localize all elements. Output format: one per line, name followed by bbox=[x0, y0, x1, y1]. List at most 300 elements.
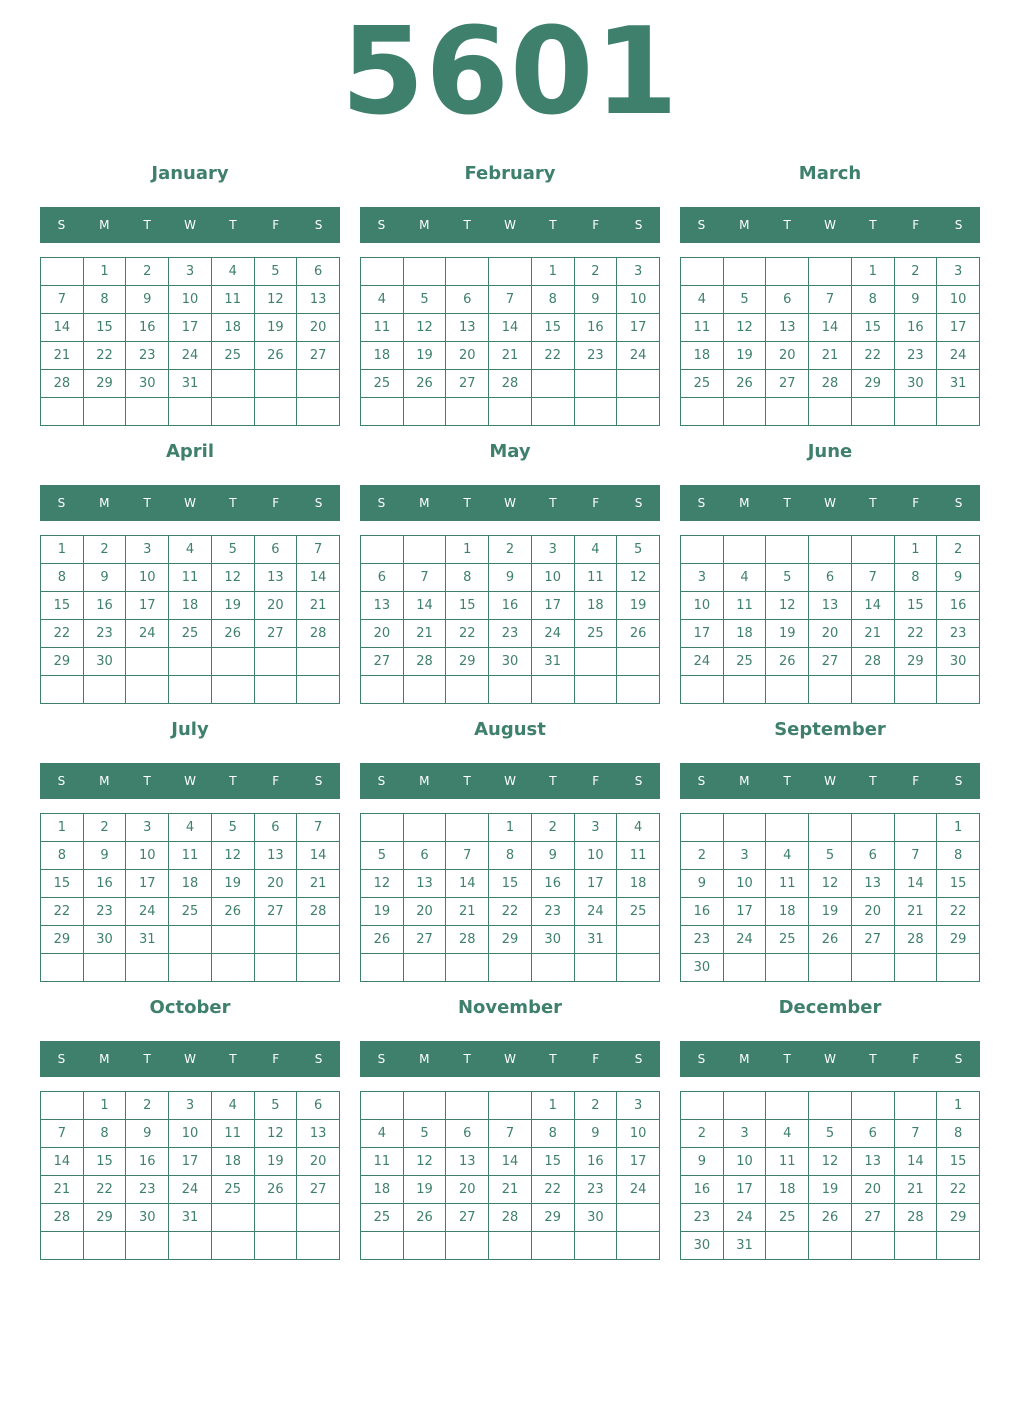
day-cell: 3 bbox=[126, 814, 169, 842]
empty-day-cell bbox=[361, 676, 404, 704]
day-cell: 14 bbox=[852, 592, 895, 620]
day-cell: 7 bbox=[297, 814, 340, 842]
weekday-label: S bbox=[57, 1052, 66, 1066]
day-cell: 6 bbox=[297, 258, 340, 286]
day-cell: 21 bbox=[809, 342, 852, 370]
day-cell: 1 bbox=[41, 814, 84, 842]
day-cell: 26 bbox=[212, 898, 255, 926]
day-cell: 9 bbox=[575, 1120, 618, 1148]
day-cell: 23 bbox=[681, 1204, 724, 1232]
day-cell: 14 bbox=[489, 314, 532, 342]
day-cell: 16 bbox=[489, 592, 532, 620]
day-cell: 18 bbox=[617, 870, 660, 898]
day-cell: 18 bbox=[724, 620, 767, 648]
day-cell: 11 bbox=[169, 842, 212, 870]
day-cell: 4 bbox=[575, 536, 618, 564]
month-name: September bbox=[774, 719, 886, 740]
empty-day-cell bbox=[895, 1232, 938, 1260]
empty-day-cell bbox=[41, 258, 84, 286]
day-cell: 29 bbox=[937, 926, 980, 954]
weekday-header bbox=[360, 207, 660, 243]
day-cell: 18 bbox=[212, 314, 255, 342]
day-cell: 22 bbox=[532, 342, 575, 370]
empty-day-cell bbox=[575, 676, 618, 704]
day-cell: 3 bbox=[724, 842, 767, 870]
day-grid bbox=[680, 257, 980, 426]
month-may bbox=[360, 438, 660, 704]
empty-day-cell bbox=[297, 648, 340, 676]
weekday-header bbox=[680, 207, 980, 243]
day-cell: 13 bbox=[361, 592, 404, 620]
day-cell: 18 bbox=[681, 342, 724, 370]
day-cell: 21 bbox=[446, 898, 489, 926]
day-cell: 13 bbox=[255, 842, 298, 870]
weekday-label: S bbox=[57, 774, 66, 788]
weekday-label: F bbox=[592, 774, 600, 788]
day-cell: 25 bbox=[766, 1204, 809, 1232]
day-cell: 18 bbox=[169, 870, 212, 898]
day-cell: 4 bbox=[681, 286, 724, 314]
empty-day-cell bbox=[361, 1232, 404, 1260]
day-cell: 15 bbox=[84, 1148, 127, 1176]
weekday-label: S bbox=[954, 774, 963, 788]
day-cell: 2 bbox=[575, 258, 618, 286]
empty-day-cell bbox=[681, 814, 724, 842]
day-cell: 28 bbox=[41, 370, 84, 398]
day-cell: 20 bbox=[255, 870, 298, 898]
day-cell: 12 bbox=[255, 286, 298, 314]
empty-day-cell bbox=[212, 648, 255, 676]
day-cell: 19 bbox=[255, 314, 298, 342]
day-cell: 31 bbox=[532, 648, 575, 676]
day-cell: 9 bbox=[681, 870, 724, 898]
day-cell: 1 bbox=[937, 1092, 980, 1120]
day-cell: 21 bbox=[489, 342, 532, 370]
day-cell: 30 bbox=[895, 370, 938, 398]
day-cell: 27 bbox=[446, 370, 489, 398]
day-cell: 27 bbox=[852, 926, 895, 954]
empty-day-cell bbox=[404, 954, 447, 982]
day-cell: 9 bbox=[84, 564, 127, 592]
empty-day-cell bbox=[766, 814, 809, 842]
day-cell: 23 bbox=[84, 620, 127, 648]
day-cell: 25 bbox=[169, 620, 212, 648]
day-cell: 12 bbox=[724, 314, 767, 342]
weekday-label: M bbox=[419, 774, 430, 788]
empty-day-cell bbox=[297, 398, 340, 426]
day-cell: 28 bbox=[489, 370, 532, 398]
day-cell: 29 bbox=[532, 1204, 575, 1232]
day-cell: 25 bbox=[361, 370, 404, 398]
day-cell: 14 bbox=[895, 870, 938, 898]
day-cell: 10 bbox=[617, 1120, 660, 1148]
empty-day-cell bbox=[361, 258, 404, 286]
day-cell: 21 bbox=[404, 620, 447, 648]
day-cell: 14 bbox=[297, 842, 340, 870]
month-name: April bbox=[165, 441, 215, 462]
day-cell: 14 bbox=[41, 314, 84, 342]
empty-day-cell bbox=[681, 398, 724, 426]
empty-day-cell bbox=[766, 954, 809, 982]
weekday-label: M bbox=[739, 496, 750, 510]
empty-day-cell bbox=[766, 1092, 809, 1120]
month-april bbox=[40, 438, 340, 704]
day-cell: 23 bbox=[575, 1176, 618, 1204]
day-cell: 10 bbox=[169, 286, 212, 314]
month-name: March bbox=[798, 163, 862, 184]
empty-day-cell bbox=[617, 954, 660, 982]
empty-day-cell bbox=[617, 1232, 660, 1260]
day-cell: 14 bbox=[809, 314, 852, 342]
day-cell: 17 bbox=[575, 870, 618, 898]
weekday-label: S bbox=[634, 774, 643, 788]
day-cell: 3 bbox=[617, 258, 660, 286]
day-cell: 21 bbox=[297, 592, 340, 620]
day-cell: 14 bbox=[446, 870, 489, 898]
empty-day-cell bbox=[724, 676, 767, 704]
day-cell: 3 bbox=[724, 1120, 767, 1148]
empty-day-cell bbox=[212, 1204, 255, 1232]
empty-day-cell bbox=[126, 398, 169, 426]
day-cell: 19 bbox=[212, 592, 255, 620]
day-cell: 6 bbox=[361, 564, 404, 592]
empty-day-cell bbox=[404, 258, 447, 286]
day-cell: 12 bbox=[404, 1148, 447, 1176]
weekday-label: T bbox=[869, 496, 877, 510]
empty-day-cell bbox=[532, 1232, 575, 1260]
weekday-label: S bbox=[377, 774, 386, 788]
day-cell: 21 bbox=[895, 898, 938, 926]
day-cell: 13 bbox=[809, 592, 852, 620]
day-cell: 6 bbox=[766, 286, 809, 314]
day-cell: 7 bbox=[489, 286, 532, 314]
day-cell: 15 bbox=[532, 314, 575, 342]
day-cell: 28 bbox=[446, 926, 489, 954]
month-name: December bbox=[778, 997, 882, 1018]
day-cell: 31 bbox=[575, 926, 618, 954]
day-cell: 26 bbox=[809, 926, 852, 954]
weekday-label: W bbox=[504, 1052, 516, 1066]
weekday-label: M bbox=[99, 774, 110, 788]
day-cell: 3 bbox=[169, 258, 212, 286]
weekday-header bbox=[40, 485, 340, 521]
day-cell: 22 bbox=[532, 1176, 575, 1204]
day-cell: 3 bbox=[575, 814, 618, 842]
day-cell: 15 bbox=[937, 870, 980, 898]
day-cell: 28 bbox=[895, 1204, 938, 1232]
weekday-label: T bbox=[229, 1052, 237, 1066]
day-cell: 24 bbox=[575, 898, 618, 926]
day-cell: 23 bbox=[575, 342, 618, 370]
day-cell: 18 bbox=[766, 1176, 809, 1204]
weekday-label: S bbox=[377, 218, 386, 232]
day-cell: 10 bbox=[937, 286, 980, 314]
day-cell: 25 bbox=[212, 1176, 255, 1204]
empty-day-cell bbox=[489, 676, 532, 704]
day-cell: 5 bbox=[255, 258, 298, 286]
day-cell: 9 bbox=[532, 842, 575, 870]
day-cell: 6 bbox=[404, 842, 447, 870]
day-cell: 2 bbox=[937, 536, 980, 564]
day-cell: 15 bbox=[852, 314, 895, 342]
day-cell: 23 bbox=[937, 620, 980, 648]
weekday-label: F bbox=[592, 496, 600, 510]
empty-day-cell bbox=[766, 536, 809, 564]
day-cell: 2 bbox=[84, 536, 127, 564]
empty-day-cell bbox=[809, 814, 852, 842]
empty-day-cell bbox=[489, 258, 532, 286]
empty-day-cell bbox=[297, 676, 340, 704]
day-cell: 30 bbox=[84, 648, 127, 676]
month-august bbox=[360, 716, 660, 982]
month-name: January bbox=[151, 163, 229, 184]
day-cell: 15 bbox=[895, 592, 938, 620]
day-cell: 4 bbox=[361, 286, 404, 314]
empty-day-cell bbox=[852, 814, 895, 842]
day-cell: 6 bbox=[255, 814, 298, 842]
day-cell: 1 bbox=[852, 258, 895, 286]
weekday-label: M bbox=[99, 1052, 110, 1066]
weekday-label: M bbox=[419, 218, 430, 232]
empty-day-cell bbox=[126, 1232, 169, 1260]
day-cell: 29 bbox=[489, 926, 532, 954]
month-november bbox=[360, 994, 660, 1260]
day-cell: 8 bbox=[937, 842, 980, 870]
day-cell: 24 bbox=[937, 342, 980, 370]
empty-day-cell bbox=[84, 676, 127, 704]
day-cell: 24 bbox=[532, 620, 575, 648]
empty-day-cell bbox=[41, 954, 84, 982]
empty-day-cell bbox=[446, 676, 489, 704]
day-grid bbox=[40, 1091, 340, 1260]
empty-day-cell bbox=[212, 370, 255, 398]
empty-day-cell bbox=[446, 814, 489, 842]
day-grid bbox=[360, 813, 660, 982]
day-cell: 4 bbox=[212, 1092, 255, 1120]
empty-day-cell bbox=[681, 676, 724, 704]
day-cell: 28 bbox=[895, 926, 938, 954]
day-cell: 30 bbox=[532, 926, 575, 954]
day-cell: 3 bbox=[681, 564, 724, 592]
day-grid bbox=[680, 1091, 980, 1260]
weekday-label: T bbox=[463, 774, 471, 788]
empty-day-cell bbox=[297, 370, 340, 398]
empty-day-cell bbox=[404, 1232, 447, 1260]
day-cell: 13 bbox=[297, 286, 340, 314]
day-cell: 23 bbox=[489, 620, 532, 648]
weekday-label: M bbox=[739, 774, 750, 788]
day-cell: 31 bbox=[169, 370, 212, 398]
day-cell: 20 bbox=[446, 342, 489, 370]
month-name: June bbox=[807, 441, 853, 462]
day-cell: 5 bbox=[809, 842, 852, 870]
month-february bbox=[360, 160, 660, 426]
empty-day-cell bbox=[809, 258, 852, 286]
day-cell: 2 bbox=[532, 814, 575, 842]
empty-day-cell bbox=[617, 370, 660, 398]
empty-day-cell bbox=[212, 398, 255, 426]
empty-day-cell bbox=[361, 1092, 404, 1120]
day-cell: 23 bbox=[532, 898, 575, 926]
day-cell: 9 bbox=[895, 286, 938, 314]
day-cell: 16 bbox=[126, 1148, 169, 1176]
day-cell: 12 bbox=[766, 592, 809, 620]
empty-day-cell bbox=[617, 648, 660, 676]
empty-day-cell bbox=[446, 1232, 489, 1260]
day-cell: 1 bbox=[937, 814, 980, 842]
empty-day-cell bbox=[255, 676, 298, 704]
month-name: October bbox=[149, 997, 231, 1018]
weekday-header bbox=[40, 207, 340, 243]
empty-day-cell bbox=[724, 536, 767, 564]
weekday-label: F bbox=[912, 1052, 920, 1066]
empty-day-cell bbox=[126, 676, 169, 704]
empty-day-cell bbox=[489, 398, 532, 426]
weekday-label: S bbox=[314, 774, 323, 788]
weekday-label: S bbox=[314, 1052, 323, 1066]
day-cell: 5 bbox=[404, 1120, 447, 1148]
empty-day-cell bbox=[766, 1232, 809, 1260]
day-cell: 6 bbox=[255, 536, 298, 564]
empty-day-cell bbox=[446, 258, 489, 286]
day-cell: 12 bbox=[809, 1148, 852, 1176]
day-cell: 19 bbox=[212, 870, 255, 898]
weekday-label: M bbox=[99, 218, 110, 232]
empty-day-cell bbox=[895, 676, 938, 704]
day-cell: 2 bbox=[895, 258, 938, 286]
empty-day-cell bbox=[575, 954, 618, 982]
day-cell: 15 bbox=[937, 1148, 980, 1176]
empty-day-cell bbox=[84, 398, 127, 426]
day-cell: 20 bbox=[852, 898, 895, 926]
empty-day-cell bbox=[404, 676, 447, 704]
day-grid bbox=[360, 257, 660, 426]
day-cell: 30 bbox=[126, 370, 169, 398]
day-cell: 27 bbox=[404, 926, 447, 954]
empty-day-cell bbox=[895, 954, 938, 982]
day-cell: 6 bbox=[852, 1120, 895, 1148]
day-cell: 5 bbox=[809, 1120, 852, 1148]
day-cell: 19 bbox=[361, 898, 404, 926]
weekday-header bbox=[360, 763, 660, 799]
weekday-label: T bbox=[143, 1052, 151, 1066]
month-march bbox=[680, 160, 980, 426]
empty-day-cell bbox=[724, 258, 767, 286]
empty-day-cell bbox=[809, 1232, 852, 1260]
empty-day-cell bbox=[404, 814, 447, 842]
day-cell: 21 bbox=[895, 1176, 938, 1204]
day-cell: 18 bbox=[766, 898, 809, 926]
month-name: May bbox=[489, 441, 531, 462]
weekday-label: T bbox=[229, 774, 237, 788]
empty-day-cell bbox=[937, 398, 980, 426]
weekday-label: W bbox=[504, 774, 516, 788]
day-cell: 28 bbox=[404, 648, 447, 676]
day-cell: 29 bbox=[852, 370, 895, 398]
day-cell: 18 bbox=[361, 342, 404, 370]
weekday-label: M bbox=[739, 1052, 750, 1066]
day-cell: 10 bbox=[532, 564, 575, 592]
day-cell: 20 bbox=[255, 592, 298, 620]
empty-day-cell bbox=[404, 1092, 447, 1120]
weekday-label: T bbox=[783, 774, 791, 788]
day-cell: 11 bbox=[766, 870, 809, 898]
month-name: August bbox=[474, 719, 546, 740]
day-cell: 3 bbox=[169, 1092, 212, 1120]
empty-day-cell bbox=[361, 814, 404, 842]
day-cell: 25 bbox=[169, 898, 212, 926]
month-name: July bbox=[171, 719, 209, 740]
empty-day-cell bbox=[852, 1232, 895, 1260]
month-july bbox=[40, 716, 340, 982]
day-cell: 25 bbox=[681, 370, 724, 398]
weekday-label: S bbox=[634, 1052, 643, 1066]
month-october bbox=[40, 994, 340, 1260]
weekday-header bbox=[680, 1041, 980, 1077]
day-cell: 5 bbox=[255, 1092, 298, 1120]
empty-day-cell bbox=[617, 1204, 660, 1232]
empty-day-cell bbox=[169, 398, 212, 426]
day-cell: 22 bbox=[41, 620, 84, 648]
empty-day-cell bbox=[681, 258, 724, 286]
day-cell: 29 bbox=[937, 1204, 980, 1232]
empty-day-cell bbox=[852, 536, 895, 564]
day-cell: 28 bbox=[809, 370, 852, 398]
empty-day-cell bbox=[532, 954, 575, 982]
day-cell: 21 bbox=[297, 870, 340, 898]
empty-day-cell bbox=[809, 954, 852, 982]
weekday-label: T bbox=[869, 1052, 877, 1066]
day-cell: 7 bbox=[809, 286, 852, 314]
day-cell: 21 bbox=[852, 620, 895, 648]
day-cell: 27 bbox=[809, 648, 852, 676]
weekday-label: T bbox=[869, 218, 877, 232]
empty-day-cell bbox=[852, 398, 895, 426]
empty-day-cell bbox=[297, 954, 340, 982]
day-cell: 14 bbox=[297, 564, 340, 592]
day-cell: 22 bbox=[937, 898, 980, 926]
day-cell: 17 bbox=[126, 592, 169, 620]
day-cell: 17 bbox=[617, 1148, 660, 1176]
day-cell: 6 bbox=[446, 1120, 489, 1148]
day-cell: 28 bbox=[489, 1204, 532, 1232]
empty-day-cell bbox=[895, 1092, 938, 1120]
day-cell: 26 bbox=[617, 620, 660, 648]
day-cell: 7 bbox=[489, 1120, 532, 1148]
empty-day-cell bbox=[681, 1092, 724, 1120]
day-cell: 13 bbox=[852, 1148, 895, 1176]
weekday-label: W bbox=[184, 1052, 196, 1066]
empty-day-cell bbox=[404, 536, 447, 564]
empty-day-cell bbox=[724, 398, 767, 426]
day-cell: 24 bbox=[617, 1176, 660, 1204]
weekday-label: T bbox=[463, 218, 471, 232]
empty-day-cell bbox=[617, 398, 660, 426]
day-cell: 8 bbox=[446, 564, 489, 592]
day-cell: 12 bbox=[212, 564, 255, 592]
day-cell: 18 bbox=[361, 1176, 404, 1204]
empty-day-cell bbox=[361, 398, 404, 426]
day-cell: 22 bbox=[84, 1176, 127, 1204]
month-name: November bbox=[457, 997, 563, 1018]
day-cell: 20 bbox=[361, 620, 404, 648]
weekday-label: S bbox=[954, 218, 963, 232]
day-cell: 10 bbox=[126, 842, 169, 870]
weekday-label: S bbox=[697, 218, 706, 232]
empty-day-cell bbox=[169, 1232, 212, 1260]
day-cell: 26 bbox=[724, 370, 767, 398]
weekday-label: F bbox=[912, 774, 920, 788]
